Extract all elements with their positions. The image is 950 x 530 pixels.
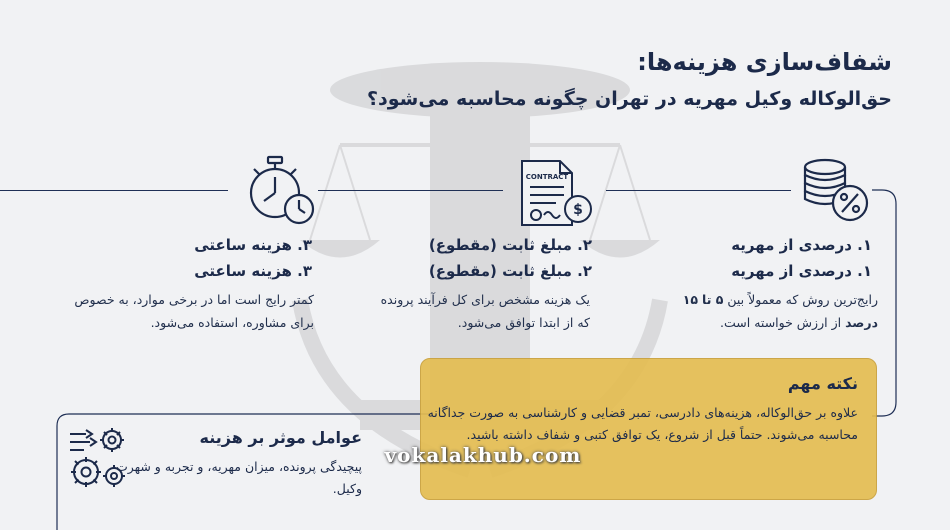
page-title: شفاف‌سازی هزینه‌ها: <box>637 48 892 76</box>
method-2-title <box>372 232 592 284</box>
factors-title: عوامل موثر بر هزینه <box>199 428 362 447</box>
method-1-body-c: ۱۵ درصد <box>682 292 878 330</box>
divider-line <box>318 190 503 191</box>
watermark: vokalakhub.com <box>384 443 582 467</box>
divider-line <box>606 190 791 191</box>
method-3-title-line1: ۳. هزینه ساعتی <box>194 236 312 254</box>
method-1-body <box>678 288 878 334</box>
divider-line <box>0 190 228 191</box>
method-2-title-line2: ۲. مبلغ ثابت (مقطوع) <box>428 262 592 280</box>
stopwatch-icon <box>244 155 320 227</box>
method-3-title-line2: ۳. هزینه ساعتی <box>194 262 312 280</box>
method-1-body-a: رایج‌ترین روش که معمولاً بین <box>727 292 878 307</box>
svg-text:$: $ <box>573 202 583 218</box>
method-2-title-line1: ۲. مبلغ ثابت (مقطوع) <box>428 236 592 254</box>
page-subtitle: حق‌الوکاله وکیل مهریه در تهران چگونه محاسبه می‌شود؟ <box>366 88 892 110</box>
method-1-title-line2: ۱. درصدی از مهریه <box>731 262 872 280</box>
method-1-title <box>652 232 872 284</box>
method-2-body: یک هزینه مشخص برای کل فرآیند پرونده که از ابتدا توافق می‌شود. <box>380 292 590 330</box>
method-1-body-b: ۵ تا <box>702 292 724 307</box>
method-1-title-line1: ۱. درصدی از مهریه <box>731 236 872 254</box>
contract-icon <box>516 157 596 229</box>
method-3-body: کمتر رایج است اما در برخی موارد، به خصوص برای مشاوره، استفاده می‌شود. <box>74 292 314 330</box>
note-body: علاوه بر حق‌الوکاله، هزینه‌های دادرسی، تمبر قضایی و کارشناسی به صورت جداگانه محاسبه می‌شوند. حتماً قبل از شروع، یک توافق کتبی و شفاف داشته باشید. <box>427 405 858 442</box>
contract-icon-label: CONTRACT <box>525 173 569 181</box>
method-3-title <box>112 232 312 284</box>
coins-percent-icon <box>795 155 875 225</box>
method-1-body-d: از ارزش خواسته است. <box>720 315 842 330</box>
factors-body: پیچیدگی پرونده، میزان مهریه، و تجربه و شهرت وکیل. <box>115 459 362 496</box>
note-title: نکته مهم <box>787 374 858 393</box>
